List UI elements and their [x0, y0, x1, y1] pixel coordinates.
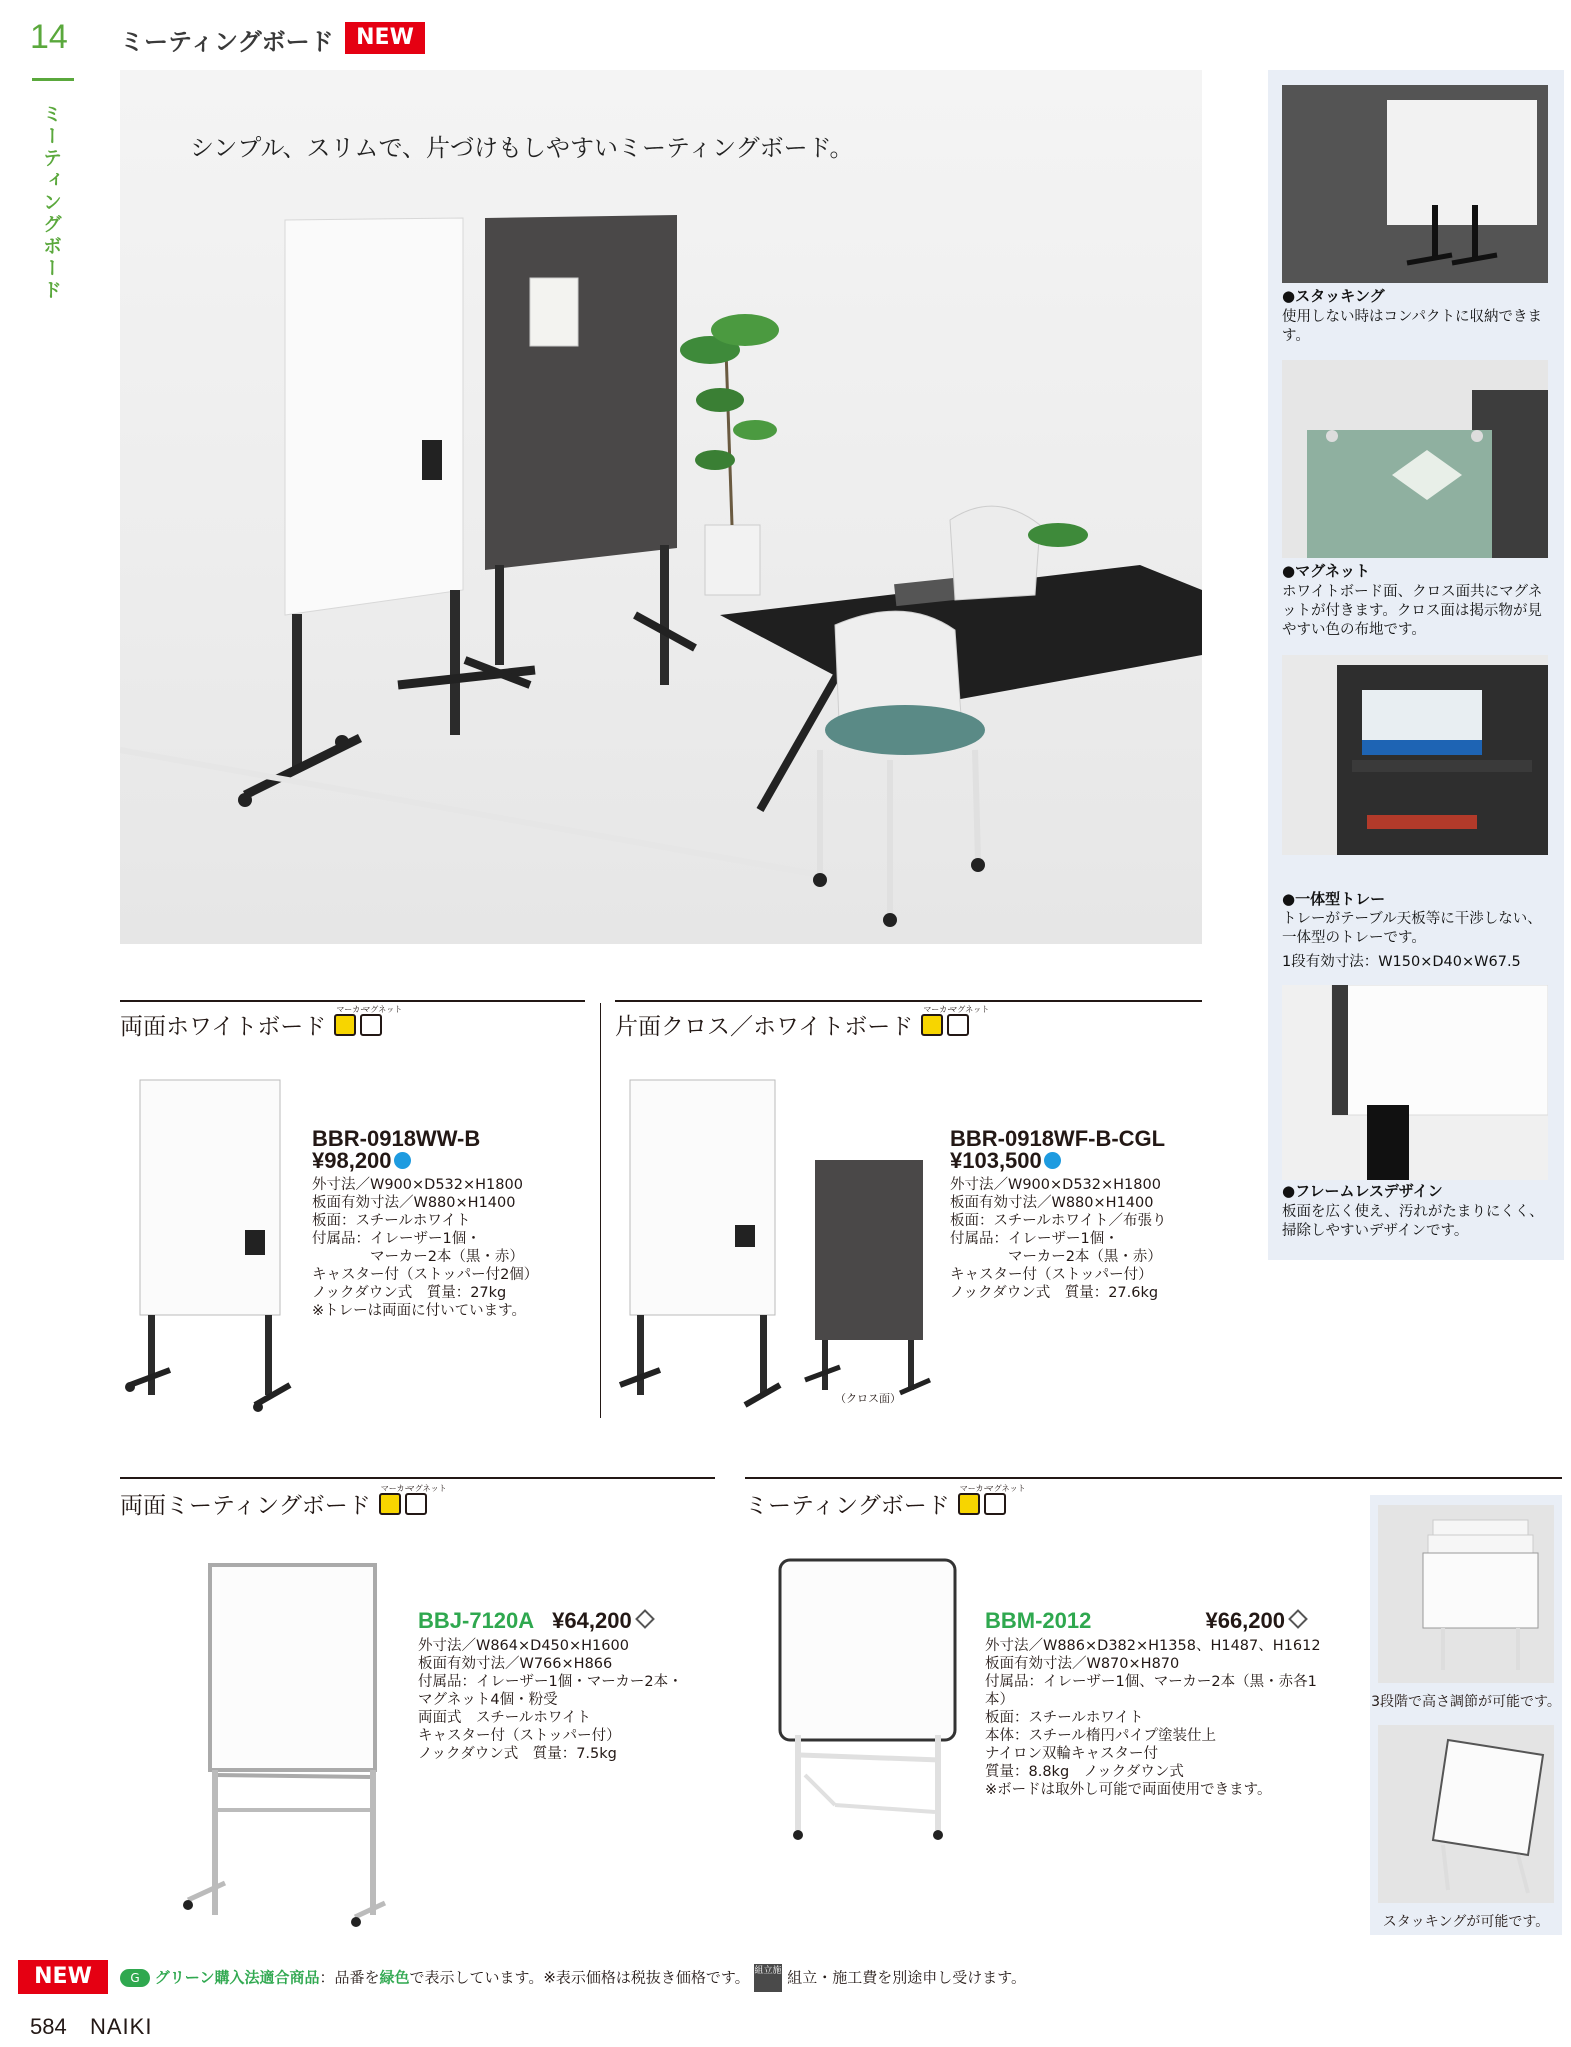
bbm-note: スタッキングが可能です。 [1382, 1914, 1550, 1930]
tray-illustration [1282, 655, 1548, 855]
product-model: BBR-0918WF-B-CGL [950, 1126, 1166, 1151]
feature-text: 板面を広く使え、汚れがたまりにくく、掃除しやすいデザインです。 [1282, 1204, 1544, 1239]
feature-text: ホワイトボード面、クロス面共にマグネットが付きます。クロス面は掲示物が見やすい色の布地です。 [1282, 584, 1543, 638]
diamond-mark-icon [1288, 1609, 1308, 1629]
product-price: ¥66,200 [1205, 1608, 1305, 1634]
footer-new-badge: NEW [18, 1960, 108, 1994]
height-adjust-photo [1378, 1505, 1554, 1683]
feature-icons [958, 1483, 1026, 1515]
magnet-icon: マグネット [360, 1014, 382, 1036]
section-header [615, 1004, 990, 1041]
feature-text: トレーがテーブル天板等に干渉しない、一体型のトレーです。 [1282, 911, 1542, 946]
diamond-mark-icon [635, 1609, 655, 1629]
section-rule [615, 1000, 1202, 1002]
features-panel [1268, 70, 1564, 1260]
feature-text: 使用しない時はコンパクトに収納できます。 [1282, 309, 1542, 344]
chapter-divider [32, 78, 74, 81]
product-price: ¥103,500 [950, 1148, 1061, 1174]
magnet-icon: マグネット [984, 1493, 1006, 1515]
feature-icons [921, 1004, 990, 1036]
marker-icon: マーカー [379, 1493, 401, 1515]
feature-title: ●スタッキング [1282, 287, 1385, 305]
feature-title: ●フレームレスデザイン [1282, 1182, 1443, 1200]
product-image-bbr-0918ww-b [120, 1075, 300, 1415]
marker-icon: マーカー [921, 1014, 943, 1036]
product-image-bbr-0918wf-b-cgl [615, 1075, 935, 1415]
product-model: BBM-2012 [985, 1608, 1092, 1633]
magnet-icon: マグネット [405, 1493, 427, 1515]
product-specs: 外寸法／W900×D532×H1800 板面有効寸法／W880×H1400 板面：スチールホワイト／布張り 付属品：イレーザー1個・ マーカー2本（黒・赤） キャスター付（ストッパー付） ノックダウン式 質量：27.6kg [950, 1177, 1167, 1301]
product-price: ¥64,200 [552, 1608, 652, 1634]
section-header [120, 1483, 447, 1520]
feature-photo-frameless [1282, 985, 1548, 1180]
feature-photo-tray [1282, 655, 1548, 855]
marker-icon: マーカー [958, 1493, 980, 1515]
section-rule [745, 1477, 1562, 1479]
feature-photo-stacking [1282, 85, 1548, 283]
green-purchase-dot-icon [394, 1152, 411, 1169]
feature-title: ●一体型トレー [1282, 890, 1386, 908]
column-divider [600, 1003, 601, 1418]
section-title: 両面ホワイトボード [120, 1014, 327, 1040]
page-number: 584 [30, 2014, 67, 2039]
product-model: BBR-0918WW-B [312, 1126, 481, 1151]
hero-photo [120, 70, 1202, 944]
vertical-chapter-title: ミーティングボード [40, 104, 62, 302]
magnet-icon: マグネット [947, 1014, 969, 1036]
section-rule [120, 1477, 715, 1479]
page-title: ミーティングボード [120, 28, 334, 56]
product-model-price [418, 1608, 652, 1634]
green-purchase-icon: G [120, 1969, 150, 1987]
section-header [745, 1483, 1026, 1520]
assembly-icon: 組立施工 [754, 1964, 782, 1992]
product-image-bbj-7120a [180, 1555, 400, 1935]
product-price: ¥98,200 [312, 1148, 411, 1174]
bbm-feature-panel [1370, 1495, 1562, 1935]
feature-icons [379, 1483, 447, 1515]
section-title: 片面クロス／ホワイトボード [615, 1014, 914, 1040]
product-specs: 外寸法／W886×D382×H1358、H1487、H1612 板面有効寸法／W870×H870 付属品：イレーザー1個、マーカー2本（黒・赤各1本） 板面：スチールホワイト 本体：スチール楕円パイプ塗装仕上 ナイロン双輪キャスター付 質量：8.8kg ノックダウン式 ※ボードは取外し可能で両面使用できます。 [985, 1638, 1321, 1798]
product-model-price [985, 1608, 1305, 1634]
hero-illustration [120, 70, 1202, 944]
footer-legend: G グリーン購入法適合商品：品番を緑色で表示しています。※表示価格は税抜き価格です。 組立施工 組立・施工費を別途申し受けます。 [120, 1964, 1026, 1992]
frameless-illustration [1282, 985, 1548, 1180]
chapter-number: 14 [30, 18, 68, 56]
product-specs: 外寸法／W900×D532×H1800 板面有効寸法／W880×H1400 板面：スチールホワイト 付属品：イレーザー1個・ マーカー2本（黒・赤） キャスター付（ストッパー付2個） ノックダウン式 質量：27kg ※トレーは両面に付いています。 [312, 1177, 539, 1319]
bbm-note: 3段階で高さ調節が可能です。 [1371, 1694, 1561, 1710]
product-image-bbm-2012 [770, 1550, 970, 1850]
hero-caption: シンプル、スリムで、片づけもしやすいミーティングボード。 [190, 134, 854, 162]
brand-name: NAIKI [90, 2014, 153, 2039]
stacking-photo [1378, 1725, 1554, 1903]
section-rule [120, 1000, 585, 1002]
section-title: ミーティングボード [745, 1493, 950, 1519]
green-purchase-dot-icon [1044, 1152, 1061, 1169]
cloth-side-label: （クロス面） [835, 1392, 901, 1405]
new-badge: NEW [345, 22, 425, 54]
product-specs: 外寸法／W864×D450×H1600 板面有効寸法／W766×H866 付属品：イレーザー1個・マーカー2本・ マグネット4個・粉受 両面式 スチールホワイト キャスター付（ストッパー付） ノックダウン式 質量：7.5kg [418, 1638, 683, 1762]
section-title: 両面ミーティングボード [120, 1493, 371, 1519]
section-header [120, 1004, 403, 1041]
feature-title: ●マグネット [1282, 562, 1370, 580]
marker-icon: マーカー [334, 1014, 356, 1036]
magnet-illustration [1282, 360, 1548, 558]
feature-icons [334, 1004, 403, 1036]
feature-photo-magnet [1282, 360, 1548, 558]
stacking-illustration [1282, 85, 1548, 283]
feature-extra: 1段有効寸法：W150×D40×W67.5 [1282, 954, 1521, 970]
product-model: BBJ-7120A [418, 1608, 535, 1633]
